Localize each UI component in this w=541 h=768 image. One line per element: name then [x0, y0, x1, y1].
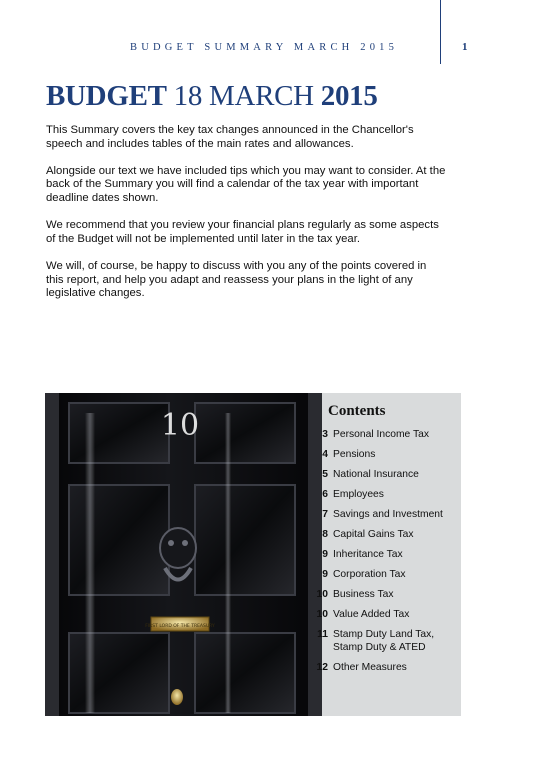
toc-label: National Insurance	[333, 469, 419, 480]
page-number: 1	[462, 41, 468, 53]
toc-item[interactable]	[310, 528, 462, 541]
toc-page-number: 12	[316, 662, 328, 673]
toc-item[interactable]	[310, 568, 462, 581]
toc-page-number: 8	[322, 529, 328, 540]
toc-page-number: 4	[322, 449, 328, 460]
toc-label: Stamp Duty Land Tax, Stamp Duty & ATED	[333, 629, 435, 653]
toc-label: Value Added Tax	[333, 609, 410, 620]
toc-item[interactable]	[310, 468, 462, 481]
door-number: 10	[160, 408, 200, 443]
downing-street-door-photo	[45, 393, 322, 716]
toc-label: Corporation Tax	[333, 569, 406, 580]
intro-paragraph-3: We recommend that you review your financial plans regularly as some aspects of the Budget will not be implemented until later in the tax year.	[46, 219, 439, 245]
running-header: BUDGET SUMMARY MARCH 2015	[130, 42, 399, 53]
toc-item[interactable]	[310, 608, 462, 621]
toc-page-number: 11	[317, 629, 328, 640]
contents-title: Contents	[328, 403, 386, 419]
toc-item[interactable]	[310, 508, 462, 521]
toc-label: Inheritance Tax	[333, 549, 403, 560]
toc-page-number: 9	[322, 569, 328, 580]
door-knob-icon	[171, 689, 183, 705]
door-illustration	[45, 393, 322, 716]
toc-page-number: 6	[322, 489, 328, 500]
toc-page-number: 10	[316, 589, 328, 600]
letterbox-inscription: FIRST LORD OF THE TREASURY	[145, 624, 215, 629]
toc-item[interactable]	[310, 661, 462, 674]
toc-label: Pensions	[333, 449, 376, 460]
toc-label: Savings and Investment	[333, 509, 443, 520]
toc-label: Personal Income Tax	[333, 429, 429, 440]
toc-page-number: 3	[322, 429, 328, 440]
toc-label: Employees	[333, 489, 384, 500]
toc-page-number: 9	[322, 549, 328, 560]
toc-item[interactable]	[310, 588, 462, 601]
intro-text	[46, 124, 446, 314]
toc-item[interactable]	[310, 428, 462, 441]
toc-item[interactable]	[310, 548, 462, 561]
toc-page-number: 7	[322, 509, 328, 520]
toc-label: Business Tax	[333, 589, 394, 600]
toc-item[interactable]	[310, 488, 462, 501]
page-title	[46, 80, 378, 113]
toc-item[interactable]	[310, 628, 462, 654]
toc-page-number: 10	[316, 609, 328, 620]
intro-paragraph-2: Alongside our text we have included tips which you may want to consider. At the back of the Summary you will find a calendar of the tax year with important deadline dates shown.	[46, 164, 446, 204]
intro-paragraph-4: We will, of course, be happy to discuss with you any of the points covered in this report, and help you adapt and reassess your plans in the light of any legislative changes.	[46, 259, 427, 300]
intro-paragraph-1: This Summary covers the key tax changes announced in the Chancellor's speech and includes tables of the main rates and allowances.	[46, 124, 414, 150]
toc-item[interactable]	[310, 448, 462, 461]
title-year: 2015	[320, 80, 378, 112]
toc-label: Other Measures	[333, 662, 407, 673]
title-budget: BUDGET	[46, 80, 167, 112]
lion-knocker-icon	[160, 528, 196, 568]
toc-page-number: 5	[322, 469, 328, 480]
header-divider	[440, 0, 441, 64]
table-of-contents	[310, 428, 462, 681]
title-date: 18 MARCH	[166, 80, 321, 112]
toc-label: Capital Gains Tax	[333, 529, 414, 540]
